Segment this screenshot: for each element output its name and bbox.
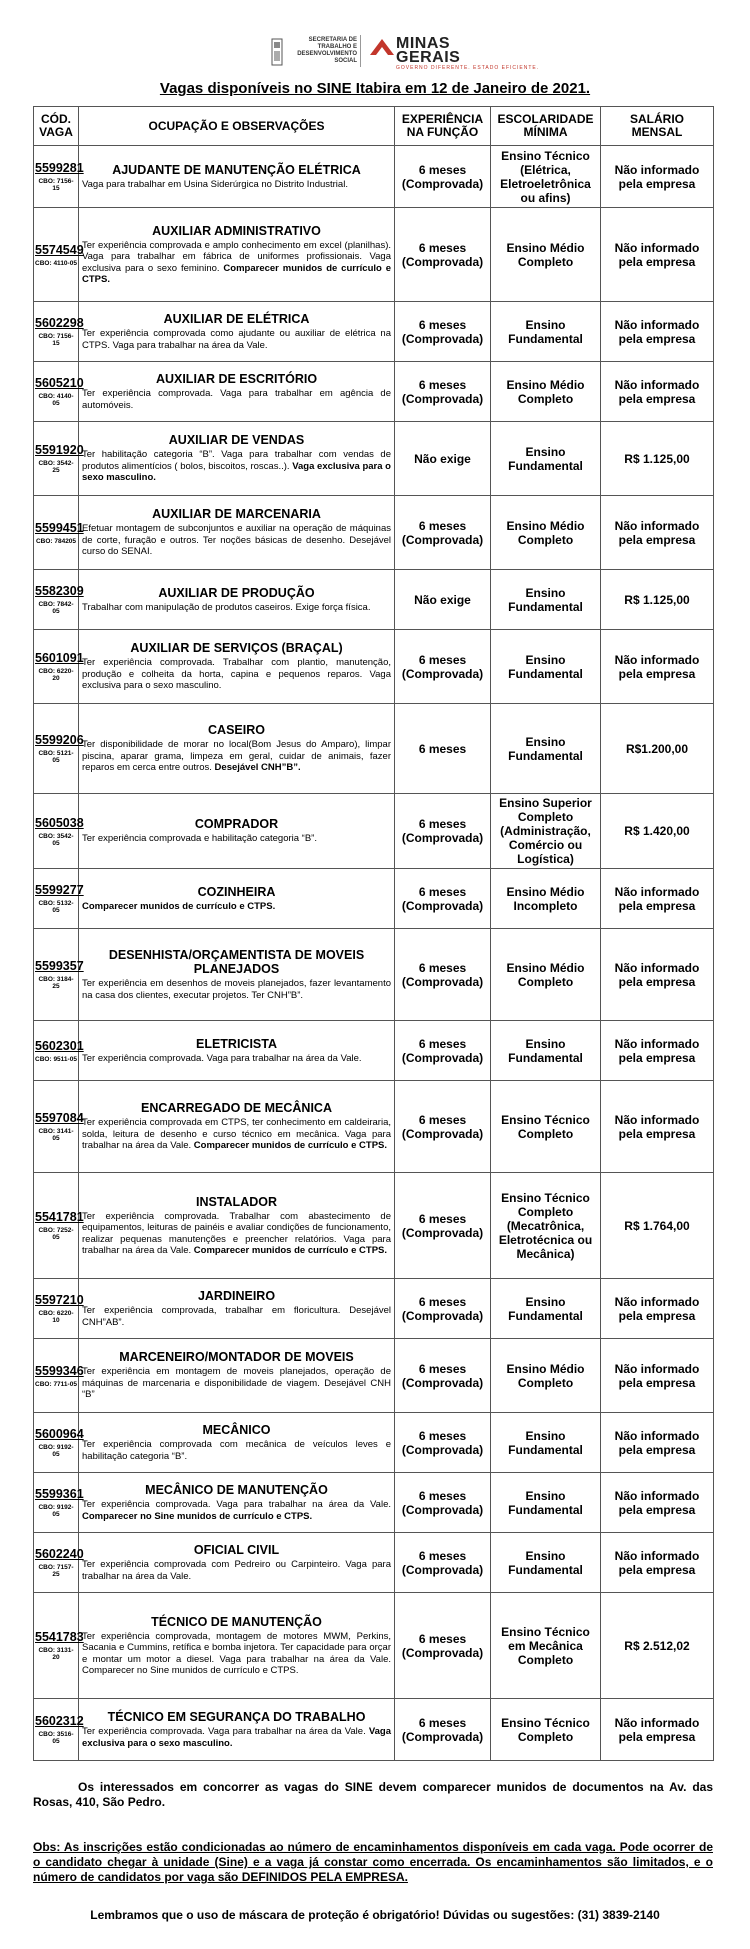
job-experience: 6 meses (Comprovada) bbox=[395, 794, 491, 869]
job-obs-text: Ter experiência comprovada. Trabalhar com plantio, manutenção, produção e colheita da horta, capina e pequenos reparos. Vaga exclusiva para o sexo masculino. bbox=[82, 657, 391, 692]
table-row bbox=[34, 1173, 714, 1279]
brand-name: MINAS GERAIS bbox=[396, 35, 461, 66]
job-experience: Não exige bbox=[395, 422, 491, 496]
job-salary: R$ 1.420,00 bbox=[601, 794, 714, 869]
brand-slogan: GOVERNO DIFERENTE. ESTADO EFICIENTE. bbox=[396, 65, 540, 71]
job-code: 5591920 bbox=[35, 443, 84, 457]
job-title: AUXILIAR DE SERVIÇOS (BRAÇAL) bbox=[130, 641, 343, 656]
header-divider bbox=[360, 35, 361, 67]
job-title: MARCENEIRO/MONTADOR DE MOVEIS bbox=[119, 1350, 354, 1365]
job-code-cell bbox=[34, 362, 84, 422]
job-occupation-cell bbox=[79, 1473, 395, 1533]
job-code-cell bbox=[34, 422, 84, 496]
col-code-header: CÓD. VAGA bbox=[34, 107, 79, 146]
job-experience: 6 meses (Comprovada) bbox=[395, 1593, 491, 1699]
secretaria-label: SECRETARIA DE TRABALHO E DESENVOLVIMENTO SOCIAL bbox=[297, 37, 357, 64]
job-salary: R$ 2.512,02 bbox=[601, 1593, 714, 1699]
job-code: 5605038 bbox=[35, 815, 84, 830]
job-observations bbox=[82, 1631, 391, 1677]
job-salary: Não informado pela empresa bbox=[601, 630, 714, 704]
job-code: 5599357 bbox=[35, 959, 84, 973]
job-observations bbox=[82, 901, 391, 913]
job-observations bbox=[82, 602, 391, 614]
job-code-cell bbox=[34, 570, 84, 630]
job-title: TÉCNICO EM SEGURANÇA DO TRABALHO bbox=[107, 1710, 366, 1724]
job-observations bbox=[82, 1439, 391, 1462]
cbo-code: CBO: 3542-25 bbox=[38, 460, 74, 474]
job-schooling: Ensino Fundamental bbox=[491, 570, 601, 630]
cbo-code: CBO: 9511-05 bbox=[35, 1055, 77, 1063]
job-title: JARDINEIRO bbox=[197, 1289, 276, 1303]
job-code-cell bbox=[34, 1339, 84, 1413]
job-code: 5599451 bbox=[35, 520, 84, 535]
job-occupation-cell bbox=[79, 146, 395, 208]
job-obs-text: Ter experiência comprovada. Vaga para trabalhar na área da Vale. bbox=[82, 1052, 362, 1064]
job-occupation-cell bbox=[79, 869, 395, 929]
cbo-code: CBO: 6220-20 bbox=[38, 668, 74, 682]
job-salary: Não informado pela empresa bbox=[601, 496, 714, 570]
job-code-cell bbox=[34, 1413, 84, 1473]
job-occupation-cell bbox=[79, 1081, 395, 1173]
job-title: AUXILIAR ADMINISTRATIVO bbox=[152, 223, 321, 238]
job-experience: 6 meses (Comprovada) bbox=[395, 1533, 491, 1593]
job-schooling: Ensino Fundamental bbox=[491, 1021, 601, 1081]
job-experience: 6 meses (Comprovada) bbox=[395, 496, 491, 570]
job-salary: Não informado pela empresa bbox=[601, 1279, 714, 1339]
table-row bbox=[34, 1279, 714, 1339]
job-code: 5602312 bbox=[35, 1714, 84, 1728]
cbo-code: CBO: 4110-05 bbox=[35, 259, 77, 267]
job-experience: 6 meses (Comprovada) bbox=[395, 1413, 491, 1473]
job-observations bbox=[82, 1499, 391, 1522]
job-code: 5599206 bbox=[35, 733, 84, 747]
job-salary: R$ 1.764,00 bbox=[601, 1173, 714, 1279]
table-row bbox=[34, 1081, 714, 1173]
table-row bbox=[34, 496, 714, 570]
col-schooling-header: ESCOLARIDADE MÍNIMA bbox=[491, 107, 601, 146]
table-row bbox=[34, 146, 714, 208]
job-obs-text: Ter experiência comprovada. Trabalhar com abastecimento de equipamentos, leituras de painéis e avaliar condições de funcionamento, realizar pequenas manutenções e preencher relatórios. Vaga para trabalhar na área da Vale. bbox=[82, 1210, 391, 1256]
cbo-code: CBO: 9192-05 bbox=[38, 1504, 74, 1518]
job-title: AJUDANTE DE MANUTENÇÃO ELÉTRICA bbox=[112, 162, 361, 177]
job-experience: 6 meses (Comprovada) bbox=[395, 929, 491, 1021]
job-code: 5599346 bbox=[35, 1363, 84, 1378]
job-code-cell bbox=[34, 1279, 84, 1339]
cbo-code: CBO: 3516-05 bbox=[38, 1731, 74, 1745]
job-schooling: Ensino Técnico Completo (Mecatrônica, Eletrotécnica ou Mecânica) bbox=[491, 1173, 601, 1279]
job-experience: 6 meses bbox=[395, 704, 491, 794]
job-experience: Não exige bbox=[395, 570, 491, 630]
job-title: AUXILIAR DE MARCENARIA bbox=[152, 507, 321, 522]
job-title: INSTALADOR bbox=[195, 1194, 277, 1209]
job-occupation-cell bbox=[79, 704, 395, 794]
job-schooling: Ensino Fundamental bbox=[491, 302, 601, 362]
job-code: 5602301 bbox=[35, 1038, 84, 1053]
job-code: 5602298 bbox=[35, 316, 84, 330]
job-experience: 6 meses (Comprovada) bbox=[395, 630, 491, 704]
table-row bbox=[34, 1593, 714, 1699]
cbo-code: CBO: 3141-05 bbox=[38, 1128, 74, 1142]
table-row bbox=[34, 704, 714, 794]
job-salary: Não informado pela empresa bbox=[601, 1533, 714, 1593]
job-obs-text: Ter experiência comprovada e amplo conhecimento em excel (planilhas). Vaga para trabalhar em fábrica de uniformes profissionais. Vaga exclusiva para o sexo feminino. bbox=[82, 239, 391, 274]
job-obs-bold: Desejável CNH”B”. bbox=[214, 762, 301, 774]
job-code-cell bbox=[34, 794, 84, 869]
job-code: 5541781 bbox=[35, 1210, 84, 1224]
footer-mask-notice: Lembramos que o uso de máscara de proteção é obrigatório! Dúvidas ou sugestões: (31) 3839-2140 bbox=[90, 1908, 660, 1922]
job-experience: 6 meses (Comprovada) bbox=[395, 1279, 491, 1339]
cbo-code: CBO: 784205 bbox=[35, 537, 77, 545]
job-schooling: Ensino Médio Completo bbox=[491, 208, 601, 302]
table-header-row bbox=[34, 107, 714, 146]
job-title: AUXILIAR DE PRODUÇÃO bbox=[158, 585, 315, 600]
job-observations bbox=[82, 657, 391, 692]
job-salary: R$ 1.125,00 bbox=[601, 422, 714, 496]
job-code-cell bbox=[34, 1021, 84, 1081]
job-code: 5599281 bbox=[35, 161, 84, 175]
job-experience: 6 meses (Comprovada) bbox=[395, 208, 491, 302]
job-occupation-cell bbox=[79, 362, 395, 422]
job-occupation-cell bbox=[79, 1413, 395, 1473]
cbo-code: CBO: 9192-05 bbox=[38, 1444, 74, 1458]
job-code-cell bbox=[34, 1533, 84, 1593]
job-obs-bold: Comparecer munidos de currículo e CTPS. bbox=[193, 1140, 388, 1152]
table-row bbox=[34, 1473, 714, 1533]
job-occupation-cell bbox=[79, 1533, 395, 1593]
job-experience: 6 meses (Comprovada) bbox=[395, 302, 491, 362]
job-code-cell bbox=[34, 929, 84, 1021]
job-schooling: Ensino Superior Completo (Administração, Comércio ou Logística) bbox=[491, 794, 601, 869]
job-obs-text: Ter experiência comprovada com mecânica de veículos leves e habilitação categoria “B”. bbox=[82, 1439, 391, 1462]
job-experience: 6 meses (Comprovada) bbox=[395, 1699, 491, 1761]
job-obs-text: Trabalhar com manipulação de produtos caseiros. Exige força física. bbox=[82, 601, 371, 613]
job-title: COZINHEIRA bbox=[197, 884, 276, 899]
job-obs-bold: Comparecer munidos de currículo e CTPS. bbox=[193, 1245, 388, 1256]
cbo-code: CBO: 7157-25 bbox=[38, 1564, 74, 1578]
table-row bbox=[34, 1021, 714, 1081]
cbo-code: CBO: 3131-20 bbox=[38, 1647, 74, 1661]
table-row bbox=[34, 422, 714, 496]
cbo-code: CBO: 3184-25 bbox=[38, 976, 74, 990]
job-title: COMPRADOR bbox=[194, 817, 279, 832]
job-salary: Não informado pela empresa bbox=[601, 929, 714, 1021]
job-salary: Não informado pela empresa bbox=[601, 1339, 714, 1413]
job-obs-bold: Comparecer munidos de currículo e CTPS. bbox=[82, 900, 276, 912]
footer-observation: Obs: As inscrições estão condicionadas ao número de encaminhamentos disponíveis em cada vaga. Pode ocorrer de o candidato chegar à unidade (Sine) e a vaga já constar como encerrada. Os encaminhamentos são limitados, e o número de candidatos por vaga são DEFINIDOS PELA EMPRESA. bbox=[33, 1840, 713, 1884]
job-salary: Não informado pela empresa bbox=[601, 146, 714, 208]
table-row bbox=[34, 570, 714, 630]
job-observations bbox=[82, 1726, 391, 1749]
job-title: CASEIRO bbox=[208, 723, 265, 738]
job-obs-text: Ter experiência em montagem de moveis planejados, operação de máquinas de marcenaria e disponibilidade de viagem. Desejável CNH “B” bbox=[82, 1366, 391, 1401]
table-row bbox=[34, 1339, 714, 1413]
table-row bbox=[34, 208, 714, 302]
job-schooling: Ensino Fundamental bbox=[491, 1533, 601, 1593]
job-schooling: Ensino Fundamental bbox=[491, 1413, 601, 1473]
job-schooling: Ensino Técnico Completo bbox=[491, 1699, 601, 1761]
job-title: MECÂNICO bbox=[202, 1423, 271, 1437]
footer-instructions: Os interessados em concorrer as vagas do SINE devem comparecer munidos de documentos na Av. das Rosas, 410, São Pedro. bbox=[33, 1780, 713, 1809]
job-schooling: Ensino Fundamental bbox=[491, 630, 601, 704]
job-code-cell bbox=[34, 496, 84, 570]
job-schooling: Ensino Técnico (Elétrica, Eletroeletrônica ou afins) bbox=[491, 146, 601, 208]
cbo-code: CBO: 5121-05 bbox=[38, 750, 74, 764]
job-code: 5541783 bbox=[35, 1630, 84, 1644]
job-observations bbox=[82, 1211, 391, 1257]
job-title: OFICIAL CIVIL bbox=[193, 1543, 280, 1557]
job-title: AUXILIAR DE VENDAS bbox=[168, 433, 305, 448]
job-salary: Não informado pela empresa bbox=[601, 1699, 714, 1761]
job-occupation-cell bbox=[79, 1021, 395, 1081]
job-code-cell bbox=[34, 869, 84, 929]
job-title: AUXILIAR DE ESCRITÓRIO bbox=[155, 372, 318, 386]
job-obs-text: Ter experiência comprovada. Vaga para trabalhar na área da Vale. bbox=[82, 1499, 391, 1510]
job-obs-text: Ter experiência comprovada. Vaga para trabalhar em agência de automóveis. bbox=[82, 388, 391, 411]
job-code: 5597084 bbox=[35, 1111, 84, 1125]
page-header bbox=[0, 35, 750, 75]
job-obs-bold: Comparecer no Sine munidos de currículo e CTPS. bbox=[82, 1510, 313, 1522]
job-salary: Não informado pela empresa bbox=[601, 869, 714, 929]
job-schooling: Ensino Médio Completo bbox=[491, 362, 601, 422]
job-obs-text: Ter disponibilidade de morar no local(Bom Jesus do Amparo), limpar piscina, aparar grama, limpeza em geral, cuidar de animais, fazer reparos em cerca entre outros. bbox=[82, 739, 391, 774]
job-salary: Não informado pela empresa bbox=[601, 1413, 714, 1473]
job-code: 5599277 bbox=[35, 883, 84, 897]
col-experience-header: EXPERIÊNCIA NA FUNÇÃO bbox=[395, 107, 491, 146]
job-observations bbox=[82, 978, 391, 1001]
job-experience: 6 meses (Comprovada) bbox=[395, 1473, 491, 1533]
job-code-cell bbox=[34, 302, 84, 362]
job-experience: 6 meses (Comprovada) bbox=[395, 362, 491, 422]
job-obs-text: Efetuar montagem de subconjuntos e auxiliar na operação de máquinas de corte, furação e outros. Ter noções básicas de desenho. Desejável curso do SENAI. bbox=[82, 523, 391, 558]
job-observations bbox=[82, 328, 391, 351]
job-observations bbox=[82, 179, 391, 191]
job-title: TÉCNICO DE MANUTENÇÃO bbox=[151, 1614, 322, 1629]
job-experience: 6 meses (Comprovada) bbox=[395, 1339, 491, 1413]
job-occupation-cell bbox=[79, 208, 395, 302]
job-obs-text: Ter experiência comprovada e habilitação categoria “B”. bbox=[82, 833, 317, 845]
cbo-code: CBO: 3542-05 bbox=[38, 832, 74, 847]
job-occupation-cell bbox=[79, 1173, 395, 1279]
job-schooling: Ensino Técnico Completo bbox=[491, 1081, 601, 1173]
job-obs-text: Ter experiência comprovada. Vaga para trabalhar na área da Vale. bbox=[82, 1726, 366, 1737]
job-experience: 6 meses (Comprovada) bbox=[395, 869, 491, 929]
job-occupation-cell bbox=[79, 630, 395, 704]
job-observations bbox=[82, 449, 391, 484]
job-code-cell bbox=[34, 1081, 84, 1173]
job-code-cell bbox=[34, 1699, 84, 1761]
job-occupation-cell bbox=[79, 794, 395, 869]
cbo-code: CBO: 7156-15 bbox=[38, 178, 74, 192]
table-row bbox=[34, 302, 714, 362]
job-obs-bold: Comparecer munidos de currículo e CTPS. bbox=[82, 262, 392, 285]
table-row bbox=[34, 869, 714, 929]
jobs-table bbox=[33, 106, 714, 1761]
table-row bbox=[34, 1413, 714, 1473]
job-experience: 6 meses (Comprovada) bbox=[395, 146, 491, 208]
job-schooling: Ensino Fundamental bbox=[491, 1279, 601, 1339]
job-occupation-cell bbox=[79, 422, 395, 496]
job-code-cell bbox=[34, 1473, 84, 1533]
cbo-code: CBO: 7842-05 bbox=[38, 601, 74, 615]
job-obs-text: Ter experiência comprovada como ajudante ou auxiliar de elétrica na CTPS. Vaga para trabalhar na área da Vale. bbox=[82, 328, 391, 351]
job-code: 5605210 bbox=[35, 376, 84, 390]
job-obs-text: Vaga para trabalhar em Usina Siderúrgica no Distrito Industrial. bbox=[82, 178, 348, 190]
job-code-cell bbox=[34, 630, 84, 704]
job-salary: R$1.200,00 bbox=[601, 704, 714, 794]
job-salary: R$ 1.125,00 bbox=[601, 570, 714, 630]
job-obs-text: Ter habilitação categoria “B”. Vaga para trabalhar com vendas de produtos alimentícios ( bolos, biscoitos, roscas..). bbox=[82, 449, 391, 472]
table-row bbox=[34, 794, 714, 869]
job-code: 5597210 bbox=[35, 1293, 84, 1307]
cbo-code: CBO: 4140-05 bbox=[38, 393, 74, 407]
job-occupation-cell bbox=[79, 570, 395, 630]
cbo-code: CBO: 7711-05 bbox=[35, 1380, 77, 1388]
job-occupation-cell bbox=[79, 1593, 395, 1699]
job-obs-text: Ter experiência comprovada, montagem de motores MWM, Perkins, Sacania e Cummins, retífica e bomba injetora. Ter capacidade para orçar e montar um motor a diesel. Vaga para trabalhar na área da Vale. Comparecer no Sine munidos de currículo e CTPS. bbox=[82, 1630, 391, 1676]
job-obs-text: Ter experiência comprovada com Pedreiro ou Carpinteiro. Vaga para trabalhar na área da Vale. bbox=[82, 1559, 391, 1582]
table-row bbox=[34, 362, 714, 422]
job-observations bbox=[82, 1559, 391, 1582]
job-code-cell bbox=[34, 146, 84, 208]
job-title: MECÂNICO DE MANUTENÇÃO bbox=[145, 1483, 328, 1497]
job-salary: Não informado pela empresa bbox=[601, 208, 714, 302]
job-salary: Não informado pela empresa bbox=[601, 1473, 714, 1533]
cbo-code: CBO: 5132-05 bbox=[38, 900, 74, 914]
job-salary: Não informado pela empresa bbox=[601, 302, 714, 362]
job-obs-text: Ter experiência em desenhos de moveis planejados, fazer levantamento na casa dos clientes, executar projetos. Ter CNH”B”. bbox=[82, 978, 391, 1001]
job-code: 5574549 bbox=[35, 242, 84, 257]
job-schooling: Ensino Médio Completo bbox=[491, 496, 601, 570]
job-code-cell bbox=[34, 1173, 84, 1279]
job-salary: Não informado pela empresa bbox=[601, 1081, 714, 1173]
job-observations bbox=[82, 523, 391, 558]
job-schooling: Ensino Fundamental bbox=[491, 422, 601, 496]
page-title: Vagas disponíveis no SINE Itabira em 12 de Janeiro de 2021. bbox=[159, 80, 591, 97]
job-salary: Não informado pela empresa bbox=[601, 1021, 714, 1081]
table-row bbox=[34, 630, 714, 704]
job-code-cell bbox=[34, 704, 84, 794]
job-code: 5601091 bbox=[35, 651, 84, 665]
job-schooling: Ensino Fundamental bbox=[491, 704, 601, 794]
col-salary-header: SALÁRIO MENSAL bbox=[601, 107, 714, 146]
job-observations bbox=[82, 1053, 391, 1065]
job-schooling: Ensino Técnico em Mecânica Completo bbox=[491, 1593, 601, 1699]
job-obs-text: Ter experiência comprovada em CTPS, ter conhecimento em caldeiraria, solda, leitura de desenho e curso técnico em mecânica. Vaga para trabalhar na área da Vale. bbox=[82, 1117, 391, 1152]
job-title: ELETRICISTA bbox=[195, 1036, 278, 1051]
job-observations bbox=[82, 1366, 391, 1401]
job-observations bbox=[82, 833, 391, 845]
job-observations bbox=[82, 240, 391, 286]
cbo-code: CBO: 6220-10 bbox=[38, 1310, 74, 1324]
job-code: 5582309 bbox=[35, 584, 84, 598]
job-observations bbox=[82, 1305, 391, 1328]
cbo-code: CBO: 7252-05 bbox=[38, 1227, 74, 1241]
job-occupation-cell bbox=[79, 929, 395, 1021]
job-experience: 6 meses (Comprovada) bbox=[395, 1021, 491, 1081]
job-schooling: Ensino Médio Completo bbox=[491, 1339, 601, 1413]
job-obs-bold: Vaga exclusiva para o sexo masculino. bbox=[82, 460, 391, 484]
table-row bbox=[34, 1533, 714, 1593]
job-title: ENCARREGADO DE MECÂNICA bbox=[141, 1101, 332, 1116]
job-salary: Não informado pela empresa bbox=[601, 362, 714, 422]
job-occupation-cell bbox=[79, 1699, 395, 1761]
job-code: 5599361 bbox=[35, 1487, 84, 1501]
job-occupation-cell bbox=[79, 1279, 395, 1339]
col-occupation-header: OCUPAÇÃO E OBSERVAÇÕES bbox=[79, 107, 395, 146]
job-obs-text: Ter experiência comprovada, trabalhar em floricultura. Desejável CNH”AB”. bbox=[82, 1305, 391, 1328]
job-code-cell bbox=[34, 1593, 84, 1699]
job-code-cell bbox=[34, 208, 84, 302]
job-experience: 6 meses (Comprovada) bbox=[395, 1173, 491, 1279]
job-obs-bold: Vaga exclusiva para o sexo masculino. bbox=[82, 1726, 391, 1749]
job-observations bbox=[82, 388, 391, 411]
job-occupation-cell bbox=[79, 302, 395, 362]
job-occupation-cell bbox=[79, 496, 395, 570]
table-row bbox=[34, 1699, 714, 1761]
job-title: DESENHISTA/ORÇAMENTISTA DE MOVEIS PLANEJADOS bbox=[108, 948, 365, 976]
job-observations bbox=[82, 739, 391, 774]
job-occupation-cell bbox=[79, 1339, 395, 1413]
job-schooling: Ensino Médio Completo bbox=[491, 929, 601, 1021]
job-observations bbox=[82, 1117, 391, 1152]
job-schooling: Ensino Médio Incompleto bbox=[491, 869, 601, 929]
job-code: 5600964 bbox=[35, 1427, 84, 1441]
cbo-code: CBO: 7156-15 bbox=[38, 333, 74, 347]
job-experience: 6 meses (Comprovada) bbox=[395, 1081, 491, 1173]
job-title: AUXILIAR DE ELÉTRICA bbox=[163, 312, 310, 326]
job-schooling: Ensino Fundamental bbox=[491, 1473, 601, 1533]
job-code: 5602240 bbox=[35, 1547, 84, 1561]
table-row bbox=[34, 929, 714, 1021]
